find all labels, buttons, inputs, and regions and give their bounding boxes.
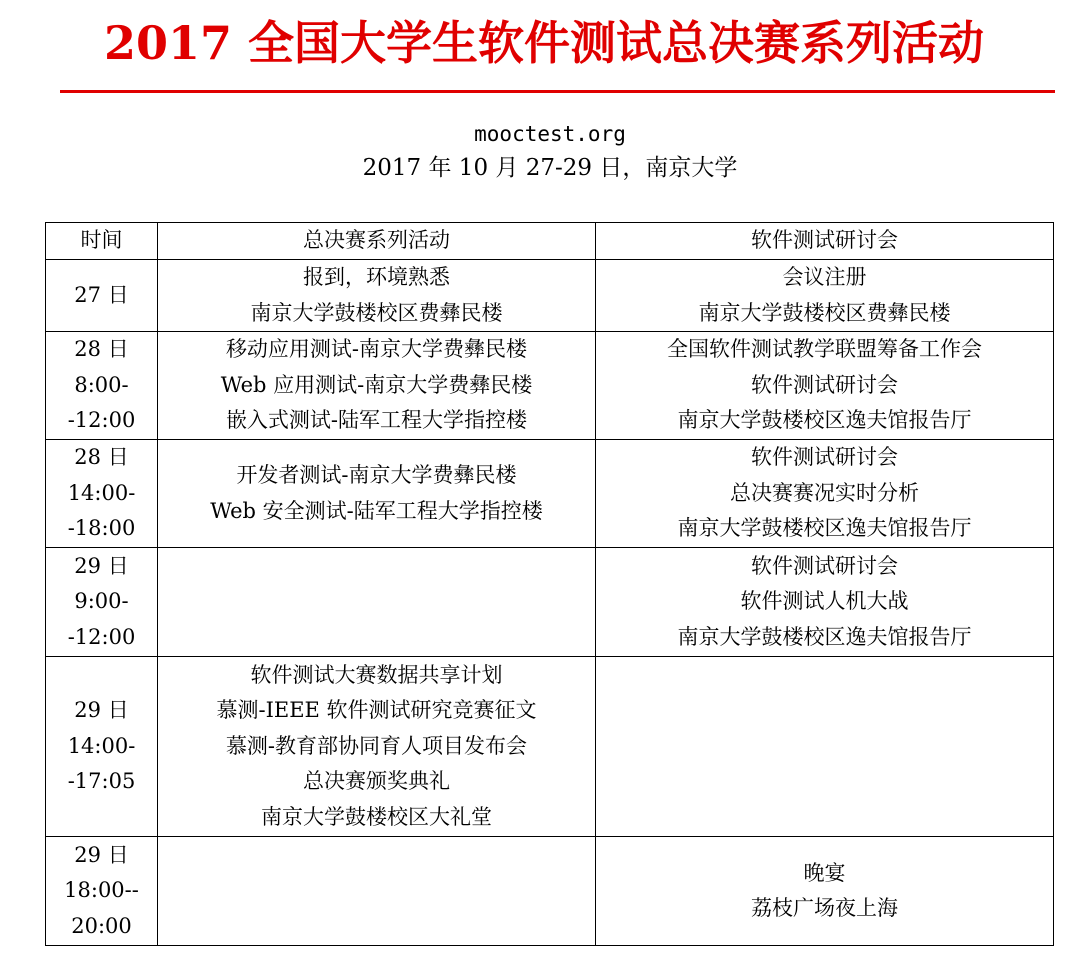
time-line: 9:00- bbox=[74, 589, 129, 614]
time-line: 29 日 bbox=[74, 698, 129, 723]
time-line: 20:00 bbox=[71, 913, 132, 938]
symposium-cell-empty bbox=[596, 657, 1054, 837]
time-cell bbox=[46, 548, 158, 657]
time-line: 28 日 bbox=[74, 337, 129, 362]
symposium-line: 软件测试研讨会 bbox=[751, 372, 898, 397]
symposium-line: 南京大学鼓楼校区逸夫馆报告厅 bbox=[677, 516, 972, 541]
symposium-line: 荔枝广场夜上海 bbox=[751, 896, 898, 920]
column-header-time: 时间 bbox=[46, 223, 158, 260]
symposium-line: 总决赛赛况实时分析 bbox=[730, 480, 919, 505]
symposium-line: 晚宴 bbox=[803, 860, 846, 885]
time-line: -12:00 bbox=[67, 408, 136, 433]
activity-line: 慕测-教育部协同育人项目发布会 bbox=[225, 733, 528, 758]
time-line: 28 日 bbox=[74, 445, 129, 470]
activities-cell bbox=[158, 657, 596, 837]
activity-line: 慕测-IEEE 软件测试研究竞赛征文 bbox=[216, 698, 537, 723]
symposium-cell bbox=[596, 837, 1054, 946]
time-cell bbox=[46, 332, 158, 440]
activities-cell bbox=[158, 440, 596, 548]
activity-line: 软件测试大赛数据共享计划 bbox=[250, 662, 503, 687]
time-line: -17:05 bbox=[67, 769, 136, 794]
column-header-symposium: 软件测试研讨会 bbox=[596, 223, 1054, 260]
time-line: 14:00- bbox=[67, 480, 136, 505]
time-cell bbox=[46, 260, 158, 332]
activity-line: 开发者测试-南京大学费彝民楼 bbox=[236, 463, 517, 487]
time-line: 18:00-- bbox=[64, 878, 139, 903]
symposium-line: 软件测试研讨会 bbox=[751, 553, 898, 578]
title-divider bbox=[60, 90, 1055, 93]
symposium-line: 南京大学鼓楼校区费彝民楼 bbox=[698, 300, 951, 325]
symposium-line: 软件测试人机大战 bbox=[740, 589, 909, 614]
activities-cell-empty bbox=[158, 837, 596, 946]
website-link[interactable]: mooctest.org bbox=[474, 122, 626, 146]
symposium-cell bbox=[596, 332, 1054, 440]
time-line: 14:00- bbox=[67, 733, 136, 758]
time-cell bbox=[46, 440, 158, 548]
schedule-table bbox=[45, 222, 1054, 946]
column-header-activities: 总决赛系列活动 bbox=[158, 223, 596, 260]
symposium-line: 会议注册 bbox=[782, 265, 867, 289]
table-row bbox=[46, 440, 1054, 548]
activities-cell bbox=[158, 260, 596, 332]
activity-line: 移动应用测试-南京大学费彝民楼 bbox=[225, 337, 528, 362]
activities-cell-empty bbox=[158, 548, 596, 657]
activity-line: 南京大学鼓楼校区大礼堂 bbox=[261, 804, 492, 829]
table-row bbox=[46, 332, 1054, 440]
table-row bbox=[46, 837, 1054, 946]
symposium-cell bbox=[596, 440, 1054, 548]
symposium-cell bbox=[596, 260, 1054, 332]
table-row bbox=[46, 657, 1054, 837]
page-title: 2017 全国大学生软件测试总决赛系列活动 bbox=[103, 16, 985, 70]
activity-line: 总决赛颁奖典礼 bbox=[303, 769, 450, 794]
activity-line: Web 应用测试-南京大学费彝民楼 bbox=[220, 372, 533, 397]
activity-line: 报到，环境熟悉 bbox=[303, 265, 450, 289]
time-cell bbox=[46, 657, 158, 837]
time-line: 27 日 bbox=[74, 282, 129, 307]
table-row bbox=[46, 548, 1054, 657]
activity-line: 嵌入式测试-陆军工程大学指控楼 bbox=[225, 408, 528, 433]
time-line: -18:00 bbox=[67, 516, 136, 541]
date-location: 2017 年 10 月 27-29 日，南京大学 bbox=[362, 155, 738, 181]
activities-cell bbox=[158, 332, 596, 440]
time-line: 29 日 bbox=[74, 842, 129, 867]
activity-line: 南京大学鼓楼校区费彝民楼 bbox=[250, 300, 503, 325]
symposium-line: 南京大学鼓楼校区逸夫馆报告厅 bbox=[677, 408, 972, 433]
time-line: -12:00 bbox=[67, 624, 136, 649]
symposium-line: 南京大学鼓楼校区逸夫馆报告厅 bbox=[677, 624, 972, 649]
symposium-cell bbox=[596, 548, 1054, 657]
time-line: 29 日 bbox=[74, 553, 129, 578]
symposium-line: 全国软件测试教学联盟筹备工作会 bbox=[667, 337, 982, 362]
table-header-row bbox=[46, 223, 1054, 260]
time-cell bbox=[46, 837, 158, 946]
symposium-line: 软件测试研讨会 bbox=[751, 445, 898, 470]
table-row bbox=[46, 260, 1054, 332]
activity-line: Web 安全测试-陆军工程大学指控楼 bbox=[210, 498, 543, 523]
time-line: 8:00- bbox=[74, 372, 129, 397]
